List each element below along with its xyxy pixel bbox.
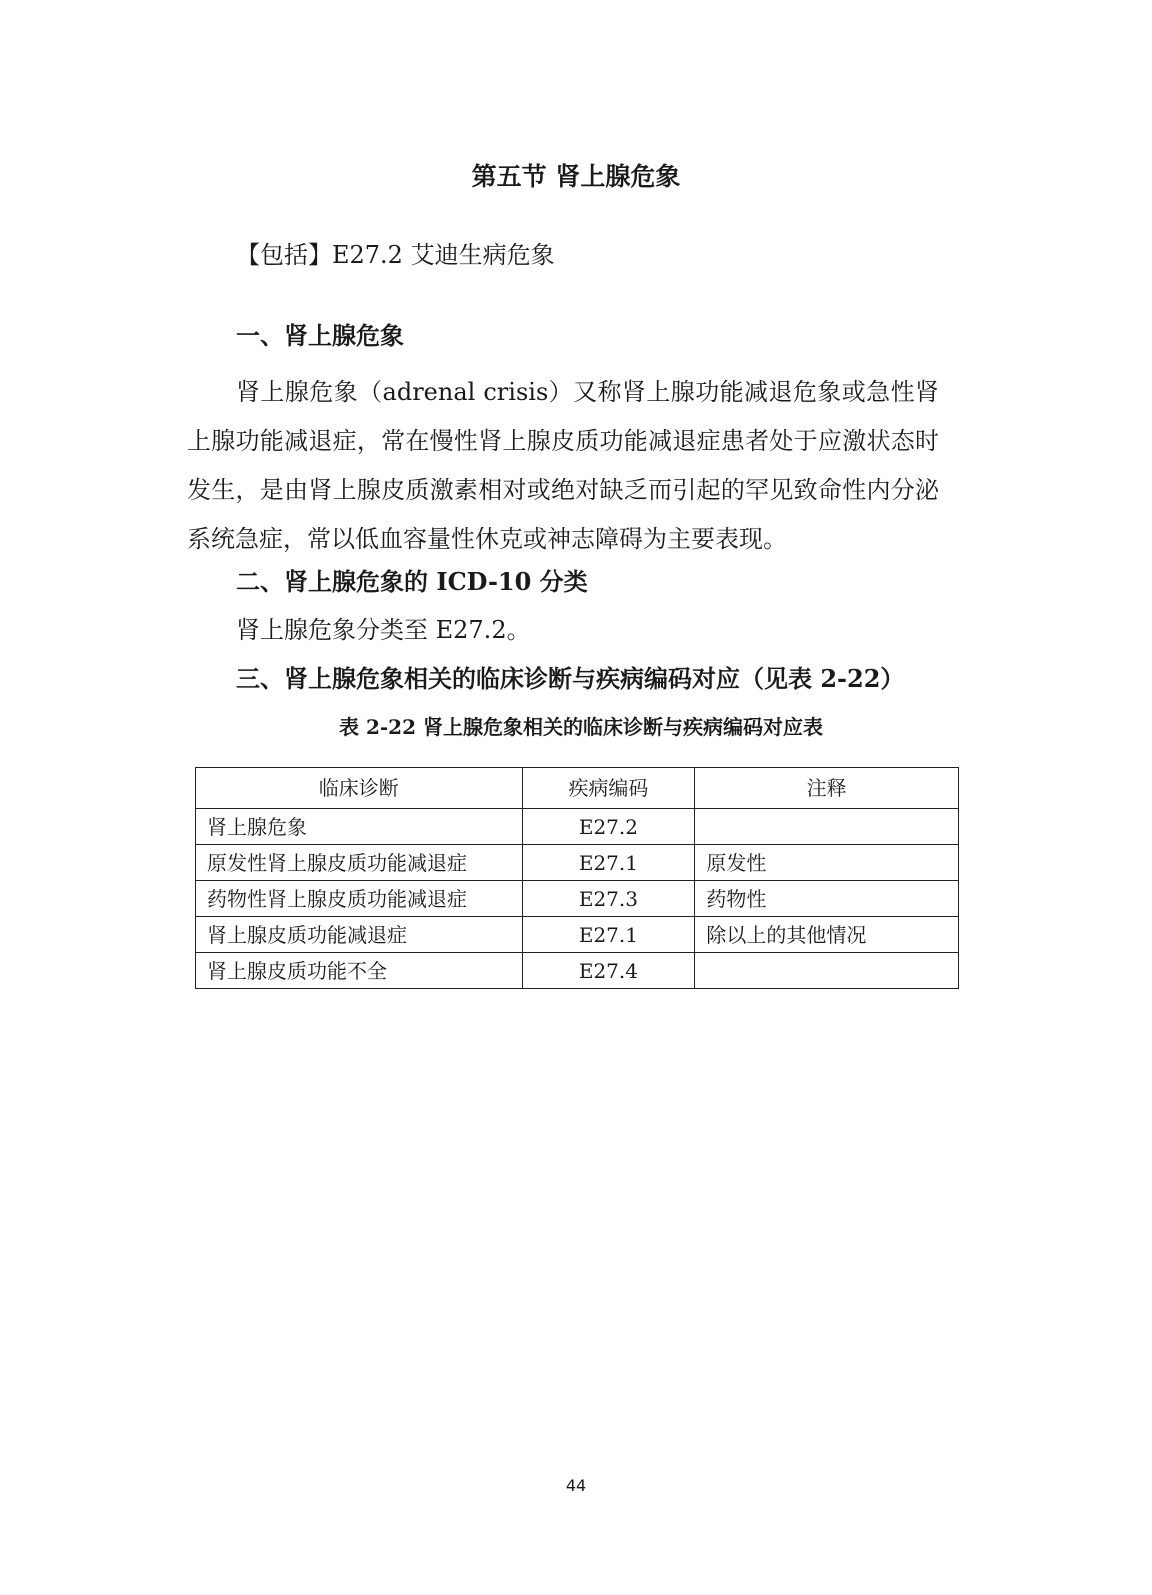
table-row — [196, 809, 959, 845]
code-cell: E27.1 — [522, 917, 695, 953]
diagnosis-cell: 药物性肾上腺皮质功能减退症 — [196, 881, 523, 917]
diagnosis-code-table — [195, 767, 959, 989]
definition-paragraph: 肾上腺危象（adrenal crisis）又称肾上腺功能减退危象或急性肾上腺功能减退症，常在慢性肾上腺皮质功能减退症患者处于应激状态时发生，是由肾上腺皮质激素相对或绝对缺乏而引起的罕见致命性内分泌系统急症，常以低血容量性休克或神志障碍为主要表现。 — [187, 378, 939, 553]
code-cell: E27.1 — [522, 845, 695, 881]
note-cell: 药物性 — [695, 881, 959, 917]
diagnosis-cell: 肾上腺皮质功能减退症 — [196, 917, 523, 953]
code-cell: E27.2 — [522, 809, 695, 845]
note-cell — [695, 809, 959, 845]
diagnosis-cell: 肾上腺危象 — [196, 809, 523, 845]
diagnosis-cell: 肾上腺皮质功能不全 — [196, 953, 523, 989]
table-row — [196, 917, 959, 953]
diagnosis-cell: 原发性肾上腺皮质功能减退症 — [196, 845, 523, 881]
code-cell: E27.4 — [522, 953, 695, 989]
table-row — [196, 881, 959, 917]
note-cell: 原发性 — [695, 845, 959, 881]
header-clinical-diagnosis: 临床诊断 — [196, 768, 523, 809]
header-notes: 注释 — [695, 768, 959, 809]
table-header-row — [196, 768, 959, 809]
note-cell — [695, 953, 959, 989]
heading-diagnosis-code-mapping: 三、肾上腺危象相关的临床诊断与疾病编码对应（见表 2-22） — [236, 664, 905, 693]
table-caption: 表 2-22 肾上腺危象相关的临床诊断与疾病编码对应表 — [339, 715, 823, 739]
note-cell: 除以上的其他情况 — [695, 917, 959, 953]
section-title: 第五节 肾上腺危象 — [471, 162, 681, 191]
header-disease-code: 疾病编码 — [522, 768, 695, 809]
code-cell: E27.3 — [522, 881, 695, 917]
table-row — [196, 845, 959, 881]
heading-icd10-classification: 二、肾上腺危象的 ICD-10 分类 — [236, 567, 588, 596]
classification-paragraph: 肾上腺危象分类至 E27.2。 — [236, 616, 531, 644]
heading-definition: 一、肾上腺危象 — [236, 321, 404, 350]
page-number: 44 — [565, 1476, 587, 1495]
table-row — [196, 953, 959, 989]
includes-line: 【包括】E27.2 艾迪生病危象 — [236, 241, 555, 269]
